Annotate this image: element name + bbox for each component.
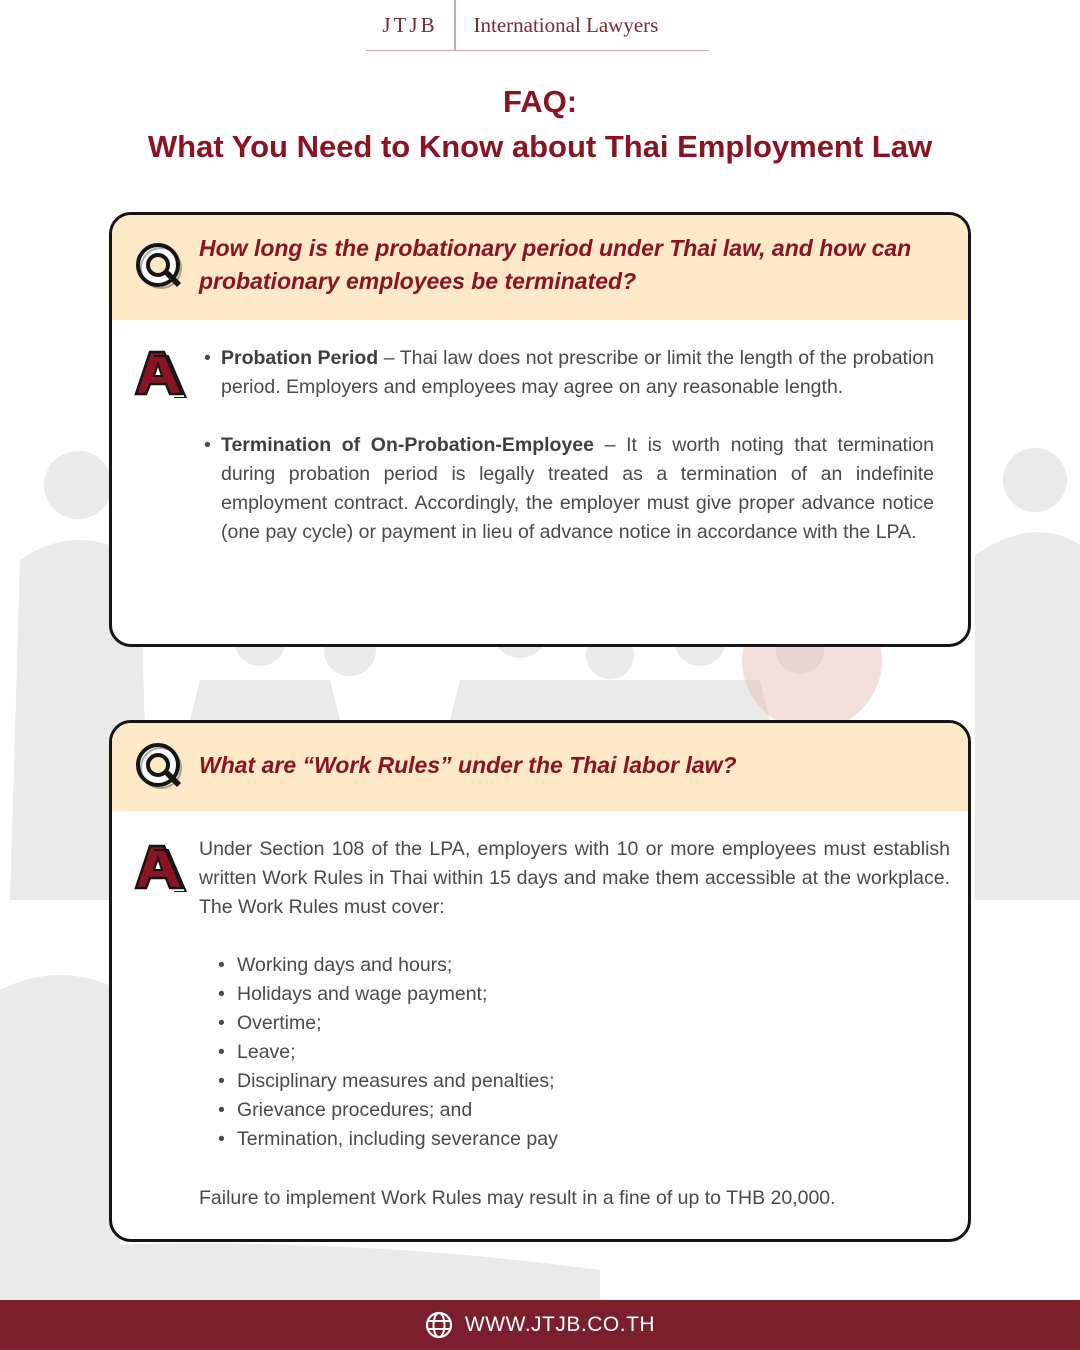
answer-bullet-termination (204, 431, 934, 547)
list-item: • Grievance procedures; and (218, 1096, 558, 1125)
globe-icon (425, 1311, 453, 1339)
answer-intro: Under Section 108 of the LPA, employers with 10 or more employees must establish written Work Rules in Thai within 15 days and make them accessible at the workplace. The Work Rules must cover: (199, 838, 950, 918)
list-item: • Holidays and wage payment; (218, 980, 558, 1009)
question-q-icon (133, 741, 185, 793)
question-band (112, 723, 968, 811)
list-item: • Disciplinary measures and penalties; (218, 1067, 558, 1096)
question-text: What are “Work Rules” under the Thai labor law? (199, 752, 737, 778)
bullet-heading: Probation Period (221, 347, 379, 369)
logo-mark: JTJB (382, 12, 438, 37)
question-text: How long is the probationary period under Thai law, and how can probationary employees be terminated? (199, 235, 912, 294)
bullet-heading: Termination of On-Probation-Employee (221, 434, 594, 456)
list-item: • Leave; (218, 1038, 558, 1067)
list-item: • Working days and hours; (218, 951, 558, 980)
page-title-faq: FAQ: (502, 84, 578, 119)
answer-bullet-probation-period (204, 344, 934, 402)
answer-a-icon (134, 348, 188, 398)
firm-logo[interactable] (366, 0, 709, 51)
question-band (112, 215, 968, 320)
work-rules-list (218, 951, 558, 1154)
footer-bar (0, 1300, 1080, 1350)
bullet-text: – It is worth noting that termination during probation period is legally treated as a termination of an indefinite employment contract. Accordingly, the employer must give proper advance notice (one pay cycle) or payment in lieu of advance notice in accordance with the LPA. (221, 434, 934, 543)
page-title: What You Need to Know about Thai Employment Law (147, 129, 933, 164)
list-item: • Termination, including severance pay (218, 1125, 558, 1154)
question-q-icon (133, 241, 185, 293)
answer-closing: Failure to implement Work Rules may result in a fine of up to THB 20,000. (199, 1187, 836, 1209)
website-link[interactable]: WWW.JTJB.CO.TH (464, 1313, 656, 1336)
faq-card-work-rules (109, 720, 971, 1242)
list-item: • Overtime; (218, 1009, 558, 1038)
firm-name: International Lawyers (473, 12, 659, 37)
answer-a-icon (134, 842, 188, 892)
answer-bullets (204, 344, 934, 547)
bullet-text: – Thai law does not prescribe or limit the length of the probation period. Employers and employees may agree on any reasonable length. (221, 347, 934, 398)
faq-card-probation (109, 212, 971, 647)
